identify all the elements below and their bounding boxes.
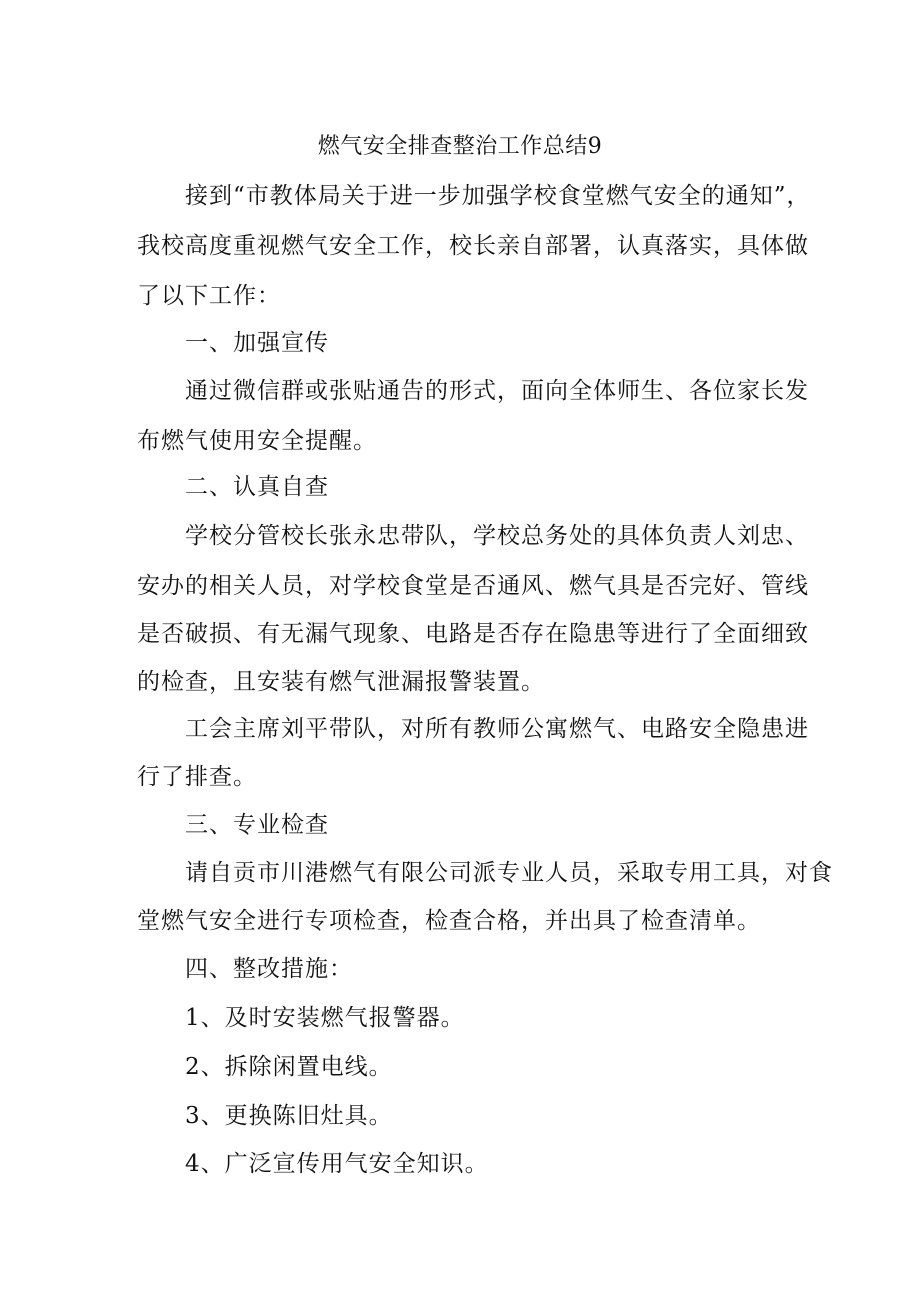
list-item: 4、广泛宣传用气安全知识。: [185, 1151, 489, 1177]
list-item: 3、更换陈旧灶具。: [185, 1103, 393, 1129]
paragraph-line: 堂燃气安全进行专项检查，检查合格，并出具了检查清单。: [137, 908, 761, 934]
list-item: 1、及时安装燃气报警器。: [185, 1005, 465, 1031]
paragraph-line: 的检查，且安装有燃气泄漏报警装置。: [137, 669, 545, 695]
paragraph-line: 了以下工作：: [137, 283, 281, 309]
section-heading: 三、专业检查: [185, 812, 329, 838]
paragraph-line: 布燃气使用安全提醒。: [137, 428, 377, 454]
paragraph-line: 接到“市教体局关于进一步加强学校食堂燃气安全的通知”，: [185, 183, 811, 209]
section-heading: 一、加强宣传: [185, 330, 329, 356]
paragraph-line: 学校分管校长张永忠带队，学校总务处的具体负责人刘忠、: [185, 523, 809, 549]
paragraph-line: 行了排查。: [137, 764, 257, 790]
section-heading: 四、整改措施：: [185, 956, 353, 982]
paragraph-line: 通过微信群或张贴通告的形式，面向全体师生、各位家长发: [185, 378, 809, 404]
paragraph-line: 请自贡市川港燃气有限公司派专业人员，采取专用工具，对食: [185, 860, 833, 886]
list-item: 2、拆除闲置电线。: [185, 1054, 393, 1080]
document-title: 燃气安全排查整治工作总结9: [317, 134, 603, 159]
paragraph-line: 工会主席刘平带队，对所有教师公寓燃气、电路安全隐患进: [185, 716, 809, 742]
paragraph-line: 是否破损、有无漏气现象、电路是否存在隐患等进行了全面细致: [137, 621, 809, 647]
paragraph-line: 安办的相关人员，对学校食堂是否通风、燃气具是否完好、管线: [137, 573, 809, 599]
section-heading: 二、认真自查: [185, 474, 329, 500]
paragraph-line: 我校高度重视燃气安全工作，校长亲自部署，认真落实，具体做: [137, 233, 809, 259]
